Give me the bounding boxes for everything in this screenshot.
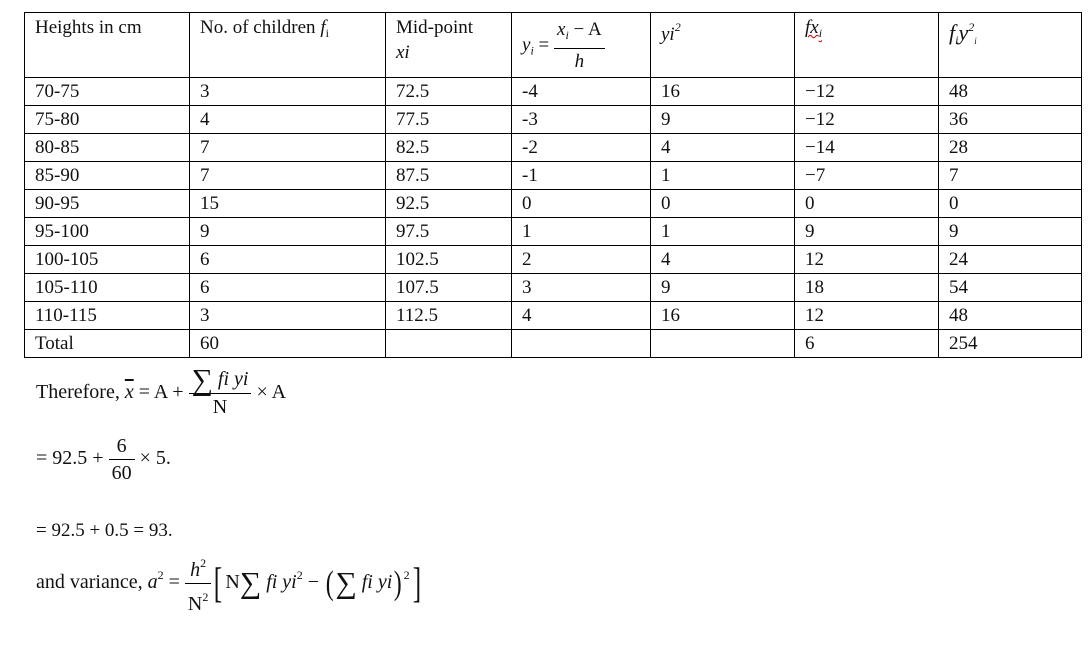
cell-fiyi-squared: 48 [939, 302, 1082, 330]
cell-yi-squared: 16 [651, 302, 795, 330]
variance-num-h: h [190, 559, 201, 581]
cell-height: 80-85 [25, 134, 190, 162]
table-body [25, 78, 1082, 358]
cell-height: 85-90 [25, 162, 190, 190]
variance-den-sup: 2 [202, 590, 209, 604]
cell-fxi: −12 [795, 106, 939, 134]
cell-fxi: 18 [795, 274, 939, 302]
yi2-base: yi [661, 24, 675, 45]
table-row [25, 330, 1082, 358]
variance-formula [36, 550, 424, 617]
cell-midpoint: 87.5 [386, 162, 512, 190]
cell-yi-squared: 1 [651, 218, 795, 246]
cell-yi-squared [651, 330, 795, 358]
header-yi-formula [512, 13, 651, 78]
header-fiyi2 [939, 13, 1082, 78]
table-row [25, 162, 1082, 190]
cell-yi-squared: 1 [651, 162, 795, 190]
header-fxi [795, 13, 939, 78]
table-row [25, 134, 1082, 162]
cell-fxi: −7 [795, 162, 939, 190]
header-children-subscript: i [325, 26, 329, 40]
variance-sigma1: ∑ [239, 566, 262, 600]
variance-minus: − [302, 571, 325, 594]
cell-yi-squared: 4 [651, 246, 795, 274]
variance-lhs: a [147, 571, 158, 594]
cell-height: 95-100 [25, 218, 190, 246]
cell-yi-squared: 4 [651, 134, 795, 162]
step1-fraction [109, 433, 135, 486]
cell-fiyi-squared: 36 [939, 106, 1082, 134]
header-yi-squared [651, 13, 795, 78]
fiyi2-subscript-i: i [955, 33, 959, 47]
mean-numerator-term: fi yi [212, 368, 249, 390]
fxi-subscript: i [818, 26, 823, 40]
yi-numerator [554, 17, 605, 49]
table-row [25, 302, 1082, 330]
step1-formula [36, 433, 171, 486]
header-heights-label: Heights in cm [35, 17, 142, 38]
header-midpoint-symbol: xi [396, 42, 410, 63]
mean-numerator [189, 363, 252, 397]
cell-children: 60 [190, 330, 386, 358]
fiyi2-f: f [949, 20, 956, 45]
cell-fxi: 0 [795, 190, 939, 218]
table-row [25, 190, 1082, 218]
cell-fiyi-squared: 28 [939, 134, 1082, 162]
cell-midpoint: 92.5 [386, 190, 512, 218]
cell-fiyi-squared: 254 [939, 330, 1082, 358]
variance-fraction [185, 550, 211, 617]
cell-children: 7 [190, 162, 386, 190]
fiyi2-y: y [958, 20, 969, 45]
step2-text: = 92.5 + 0.5 = 93. [36, 520, 173, 541]
yi-equals: = [538, 33, 550, 55]
cell-fiyi-squared: 9 [939, 218, 1082, 246]
variance-term2: fi yi [356, 571, 393, 594]
cell-children: 15 [190, 190, 386, 218]
cell-fiyi-squared: 24 [939, 246, 1082, 274]
mean-sigma: ∑ [191, 363, 213, 397]
cell-yi: -2 [512, 134, 651, 162]
cell-fxi: 9 [795, 218, 939, 246]
variance-left-bracket: [ [214, 560, 223, 607]
cell-fiyi-squared: 7 [939, 162, 1082, 190]
header-children [190, 13, 386, 78]
cell-midpoint: 102.5 [386, 246, 512, 274]
cell-yi: 2 [512, 246, 651, 274]
yi2-superscript: 2 [674, 20, 681, 34]
variance-denominator [185, 584, 211, 617]
step1-denominator: 60 [111, 462, 132, 484]
cell-height: 75-80 [25, 106, 190, 134]
yi-numerator-rest: − A [568, 18, 602, 40]
cell-fxi: 6 [795, 330, 939, 358]
header-row [25, 13, 1082, 78]
variance-right-paren: ) [393, 564, 402, 602]
mean-fraction [189, 363, 252, 420]
variance-equals: = [163, 571, 185, 594]
cell-height: 105-110 [25, 274, 190, 302]
mean-prefix: Therefore, [36, 380, 125, 403]
table-row [25, 106, 1082, 134]
cell-yi: 1 [512, 218, 651, 246]
yi-fraction [554, 17, 605, 75]
cell-midpoint: 82.5 [386, 134, 512, 162]
cell-midpoint: 112.5 [386, 302, 512, 330]
cell-children: 3 [190, 78, 386, 106]
yi-numerator-x: x [557, 18, 566, 40]
variance-right-bracket: ] [412, 560, 421, 607]
cell-midpoint: 97.5 [386, 218, 512, 246]
cell-yi-squared: 0 [651, 190, 795, 218]
cell-height: Total [25, 330, 190, 358]
cell-children: 3 [190, 302, 386, 330]
cell-midpoint: 107.5 [386, 274, 512, 302]
cell-fiyi-squared: 48 [939, 78, 1082, 106]
fiyi2-superscript: 2 [968, 20, 975, 34]
mean-equals: = A + [133, 380, 189, 403]
yi-lhs-subscript: i [530, 42, 534, 57]
cell-yi: -3 [512, 106, 651, 134]
cell-fxi: 12 [795, 302, 939, 330]
table-row [25, 246, 1082, 274]
cell-yi: 3 [512, 274, 651, 302]
header-heights [25, 13, 190, 78]
mean-denominator: N [212, 396, 228, 419]
cell-height: 70-75 [25, 78, 190, 106]
step2-formula [36, 520, 173, 542]
cell-yi-squared: 9 [651, 106, 795, 134]
mean-xbar: $\overline{x}$ [124, 380, 134, 403]
yi-numerator-subscript: i [565, 27, 569, 42]
step1-numerator: 6 [109, 433, 135, 460]
cell-children: 6 [190, 246, 386, 274]
yi-lhs: y [522, 33, 531, 55]
variance-left-paren: ( [325, 564, 334, 602]
variance-term2-sup: 2 [403, 568, 410, 583]
mean-suffix: × A [251, 380, 287, 403]
cell-fiyi-squared: 0 [939, 190, 1082, 218]
cell-children: 6 [190, 274, 386, 302]
fxi-base: fx [805, 17, 819, 38]
cell-children: 4 [190, 106, 386, 134]
table-row [25, 274, 1082, 302]
step1-prefix: = 92.5 + [36, 447, 109, 470]
variance-term1-n: N [225, 571, 240, 594]
frequency-table [24, 12, 1082, 358]
cell-midpoint: 72.5 [386, 78, 512, 106]
cell-midpoint [386, 330, 512, 358]
variance-term1: fi yi [261, 571, 297, 594]
header-children-symbol: f [320, 17, 326, 38]
variance-prefix: and variance, [36, 571, 148, 594]
mean-formula [36, 363, 287, 420]
cell-height: 110-115 [25, 302, 190, 330]
cell-yi: 0 [512, 190, 651, 218]
yi-denominator: h [574, 50, 585, 72]
cell-height: 90-95 [25, 190, 190, 218]
cell-fxi: −12 [795, 78, 939, 106]
cell-fiyi-squared: 54 [939, 274, 1082, 302]
cell-children: 7 [190, 134, 386, 162]
header-midpoint-label: Mid-point [396, 17, 474, 38]
header-midpoint [386, 13, 512, 78]
variance-sigma2: ∑ [335, 566, 357, 600]
variance-den-n: N [187, 593, 203, 615]
cell-fxi: −14 [795, 134, 939, 162]
cell-yi [512, 330, 651, 358]
cell-children: 9 [190, 218, 386, 246]
variance-numerator [185, 550, 211, 584]
fiyi2-subscript-i2: i [974, 36, 977, 46]
variance-term1-sup: 2 [296, 568, 303, 583]
cell-fxi: 12 [795, 246, 939, 274]
header-children-label: No. of children [200, 17, 321, 38]
variance-num-sup: 2 [200, 556, 207, 570]
table-row [25, 218, 1082, 246]
table-row [25, 78, 1082, 106]
cell-yi: 4 [512, 302, 651, 330]
cell-yi-squared: 16 [651, 78, 795, 106]
cell-yi: -4 [512, 78, 651, 106]
cell-yi-squared: 9 [651, 274, 795, 302]
cell-height: 100-105 [25, 246, 190, 274]
cell-yi: -1 [512, 162, 651, 190]
variance-lhs-sup: 2 [157, 568, 164, 583]
step1-suffix: × 5. [134, 447, 171, 470]
cell-midpoint: 77.5 [386, 106, 512, 134]
